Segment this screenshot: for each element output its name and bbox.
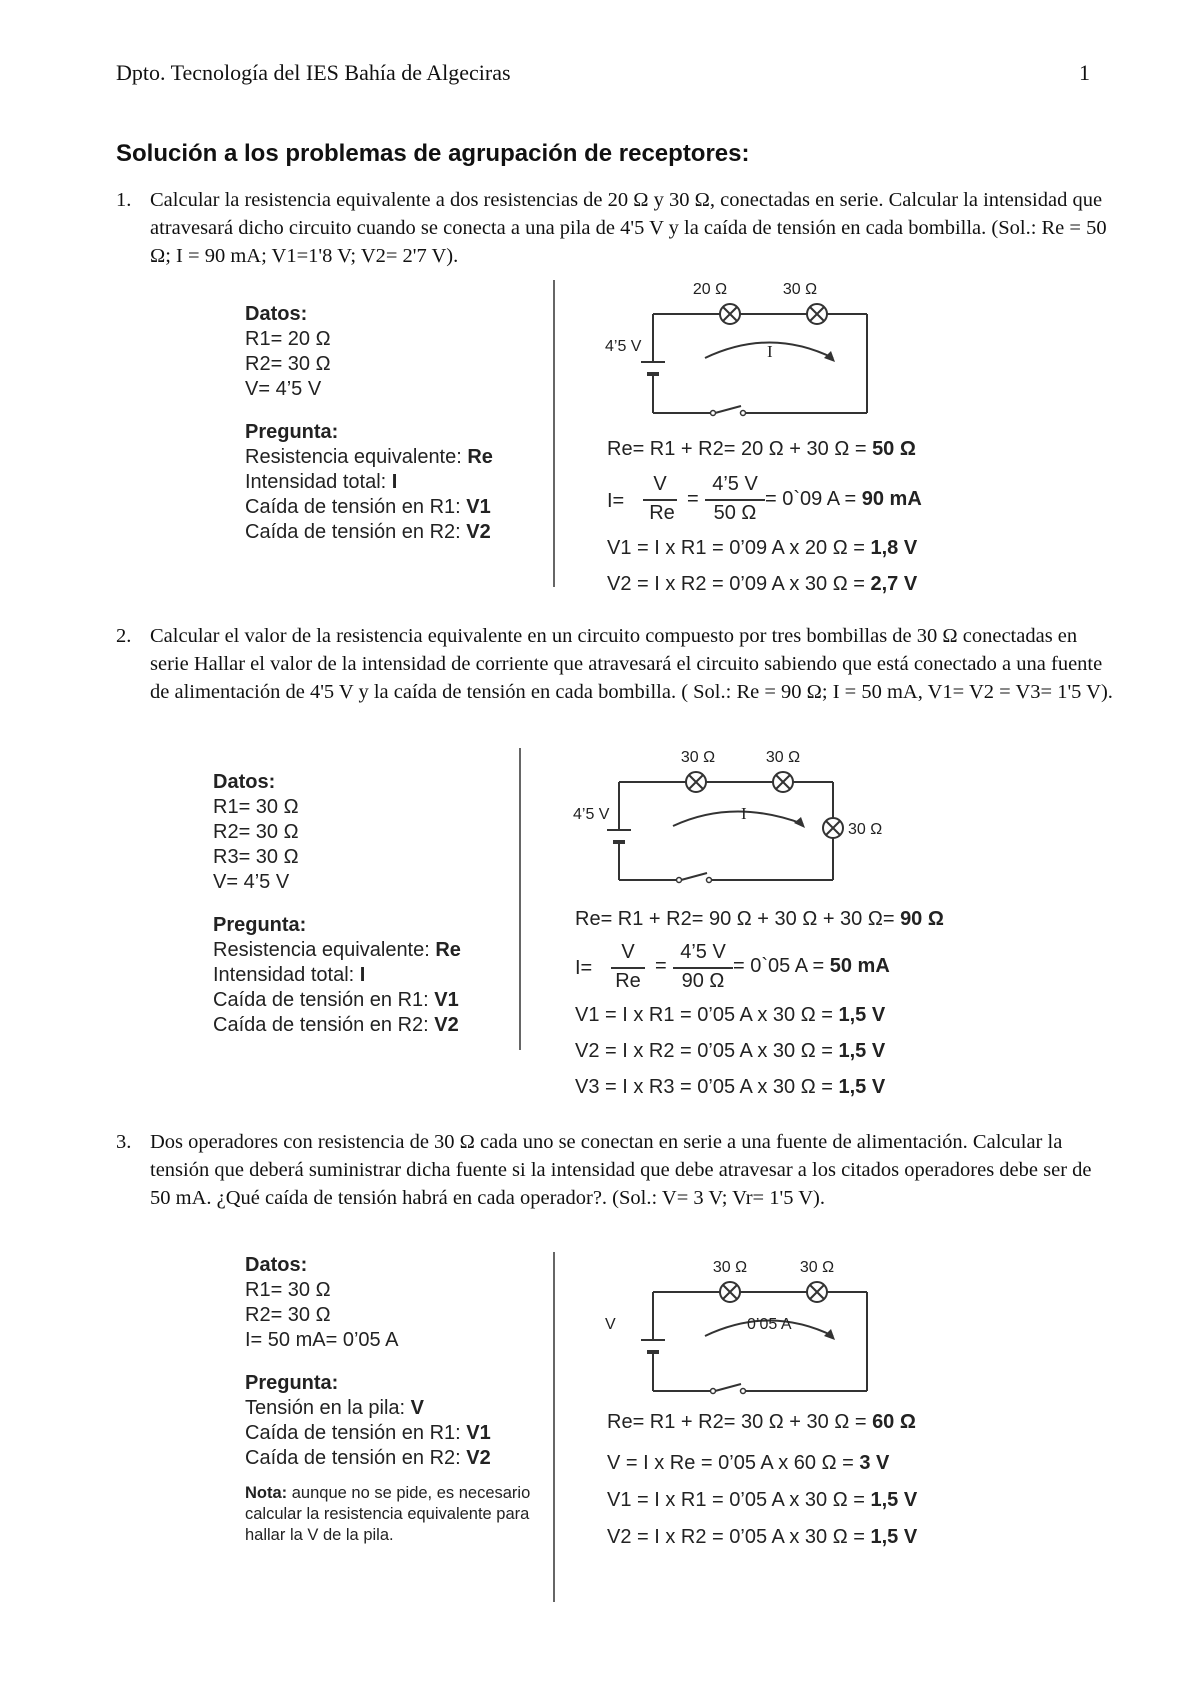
pregunta-item: Caída de tensión en R2: V2	[213, 1014, 459, 1036]
datos-item: I= 50 mA= 0’05 A	[245, 1329, 399, 1351]
circuit-current-label: I	[767, 342, 773, 361]
voltage-drop-equation: V1 = I x R1 = 0’05 A x 30 Ω = 1,5 V	[607, 1489, 918, 1511]
datos-item: R2= 30 Ω	[245, 353, 331, 375]
datos-item: R1= 20 Ω	[245, 328, 331, 350]
problem-text: Calcular la resistencia equivalente a dos resistencias de 20 Ω y 30 Ω, conectadas en serie. Calcular la intensidad que atravesará dicho circuito cuando se conecta a una pila de 4'5 V y la caída de tensión en cada bombilla. (Sol.: Re = 50 Ω; I = 90 mA; V1=1'8 V; V2= 2'7 V).	[150, 189, 1107, 267]
circuit-r1-label: 30 Ω	[680, 749, 716, 766]
datos-item: V= 4’5 V	[213, 871, 290, 893]
pregunta-item: Resistencia equivalente: Re	[245, 446, 493, 468]
pregunta-heading: Pregunta:	[213, 914, 307, 936]
column-divider	[553, 280, 555, 587]
pregunta-item: Caída de tensión en R1: V1	[213, 989, 459, 1011]
voltage-drop-equation: V2 = I x R2 = 0’05 A x 30 Ω = 1,5 V	[607, 1526, 918, 1548]
pregunta-item: Caída de tensión en R2: V2	[245, 521, 491, 543]
datos-item: R1= 30 Ω	[213, 796, 299, 818]
pregunta-item: Tensión en la pila: V	[245, 1397, 425, 1419]
datos-item: V= 4’5 V	[245, 378, 322, 400]
voltage-equation: V = I x Re = 0’05 A x 60 Ω = 3 V	[607, 1452, 890, 1474]
datos-item: R2= 30 Ω	[213, 821, 299, 843]
circuit-r2-label: 30 Ω	[765, 749, 801, 766]
equivalent-resistance-equation: Re= R1 + R2= 20 Ω + 30 Ω = 50 Ω	[607, 438, 916, 460]
problem-2-data-block	[213, 770, 461, 1038]
circuit-source-label: 4’5 V	[573, 806, 610, 823]
pregunta-item: Caída de tensión en R2: V2	[245, 1447, 491, 1469]
pregunta-item: Caída de tensión en R1: V1	[245, 496, 491, 518]
nota-text: Nota: aunque no se pide, es necesario calcular la resistencia equivalente para hallar la V de la pila.	[245, 1484, 531, 1544]
document-title: Solución a los problemas de agrupación de receptores:	[116, 140, 750, 167]
pregunta-item: Resistencia equivalente: Re	[213, 939, 461, 961]
page-number: 1	[1079, 60, 1090, 85]
circuit-r3-label: 30 Ω	[848, 821, 883, 838]
circuit-r2-label: 30 Ω	[799, 1259, 835, 1276]
datos-heading: Datos:	[245, 1254, 308, 1276]
problem-2-statement	[116, 622, 1116, 706]
problem-text: Dos operadores con resistencia de 30 Ω cada uno se conectan en serie a una fuente de alimentación. Calcular la tensión que deberá suministrar dicha fuente si la intensidad que debe atravesar a los citados operadores debe ser de 50 mA. ¿Qué caída de tensión habrá en cada operador?. (Sol.: V= 3 V; Vr= 1'5 V).	[150, 1131, 1092, 1209]
column-divider	[553, 1252, 555, 1602]
circuit-r1-label: 20 Ω	[692, 281, 728, 298]
circuit-source-label: V	[605, 1316, 616, 1333]
voltage-drop-equation: V3 = I x R3 = 0’05 A x 30 Ω = 1,5 V	[575, 1076, 886, 1098]
voltage-drop-equation: V1 = I x R1 = 0’05 A x 30 Ω = 1,5 V	[575, 1004, 886, 1026]
pregunta-item: Intensidad total: I	[213, 964, 366, 986]
datos-heading: Datos:	[213, 771, 276, 793]
problem-2-circuit-diagram	[563, 740, 883, 890]
problem-text: Calcular el valor de la resistencia equivalente en un circuito compuesto por tres bombillas de 30 Ω conectadas en serie Hallar el valor de la intensidad de corriente que atravesará el circuito sabiendo que está conectado a una fuente de alimentación de 4'5 V y la caída de tensión en cada bombilla. ( Sol.: Re = 90 Ω; I = 50 mA, V1= V2 = V3= 1'5 V).	[150, 625, 1113, 703]
circuit-r2-label: 30 Ω	[782, 281, 818, 298]
problem-1-circuit-diagram	[595, 272, 895, 422]
circuit-current-label: 0’05 A	[747, 1316, 792, 1333]
circuit-source-label: 4’5 V	[605, 338, 642, 355]
voltage-drop-equation: V2 = I x R2 = 0’09 A x 30 Ω = 2,7 V	[607, 573, 918, 595]
problem-3-statement	[116, 1128, 1116, 1212]
pregunta-item: Caída de tensión en R1: V1	[245, 1422, 491, 1444]
column-divider	[519, 748, 521, 1050]
circuit-current-label: I	[741, 804, 747, 823]
pregunta-heading: Pregunta:	[245, 1372, 339, 1394]
voltage-drop-equation: V1 = I x R1 = 0’09 A x 20 Ω = 1,8 V	[607, 537, 918, 559]
problem-number: 2.	[116, 625, 132, 647]
equivalent-resistance-equation: Re= R1 + R2= 90 Ω + 30 Ω + 30 Ω= 90 Ω	[575, 908, 944, 930]
datos-item: R3= 30 Ω	[213, 846, 299, 868]
pregunta-heading: Pregunta:	[245, 421, 339, 443]
problem-number: 3.	[116, 1131, 132, 1153]
datos-item: R1= 30 Ω	[245, 1279, 331, 1301]
pregunta-item: Intensidad total: I	[245, 471, 398, 493]
datos-heading: Datos:	[245, 303, 308, 325]
problem-3-circuit-diagram	[595, 1252, 895, 1402]
equivalent-resistance-equation: Re= R1 + R2= 30 Ω + 30 Ω = 60 Ω	[607, 1411, 916, 1433]
problem-number: 1.	[116, 189, 132, 211]
problem-1-statement	[116, 186, 1116, 270]
circuit-r1-label: 30 Ω	[712, 1259, 748, 1276]
voltage-drop-equation: V2 = I x R2 = 0’05 A x 30 Ω = 1,5 V	[575, 1040, 886, 1062]
datos-item: R2= 30 Ω	[245, 1304, 331, 1326]
problem-1-data-block	[245, 302, 493, 545]
problem-3-data-block	[245, 1253, 545, 1546]
page-header-department: Dpto. Tecnología del IES Bahía de Algeciras	[116, 60, 511, 85]
